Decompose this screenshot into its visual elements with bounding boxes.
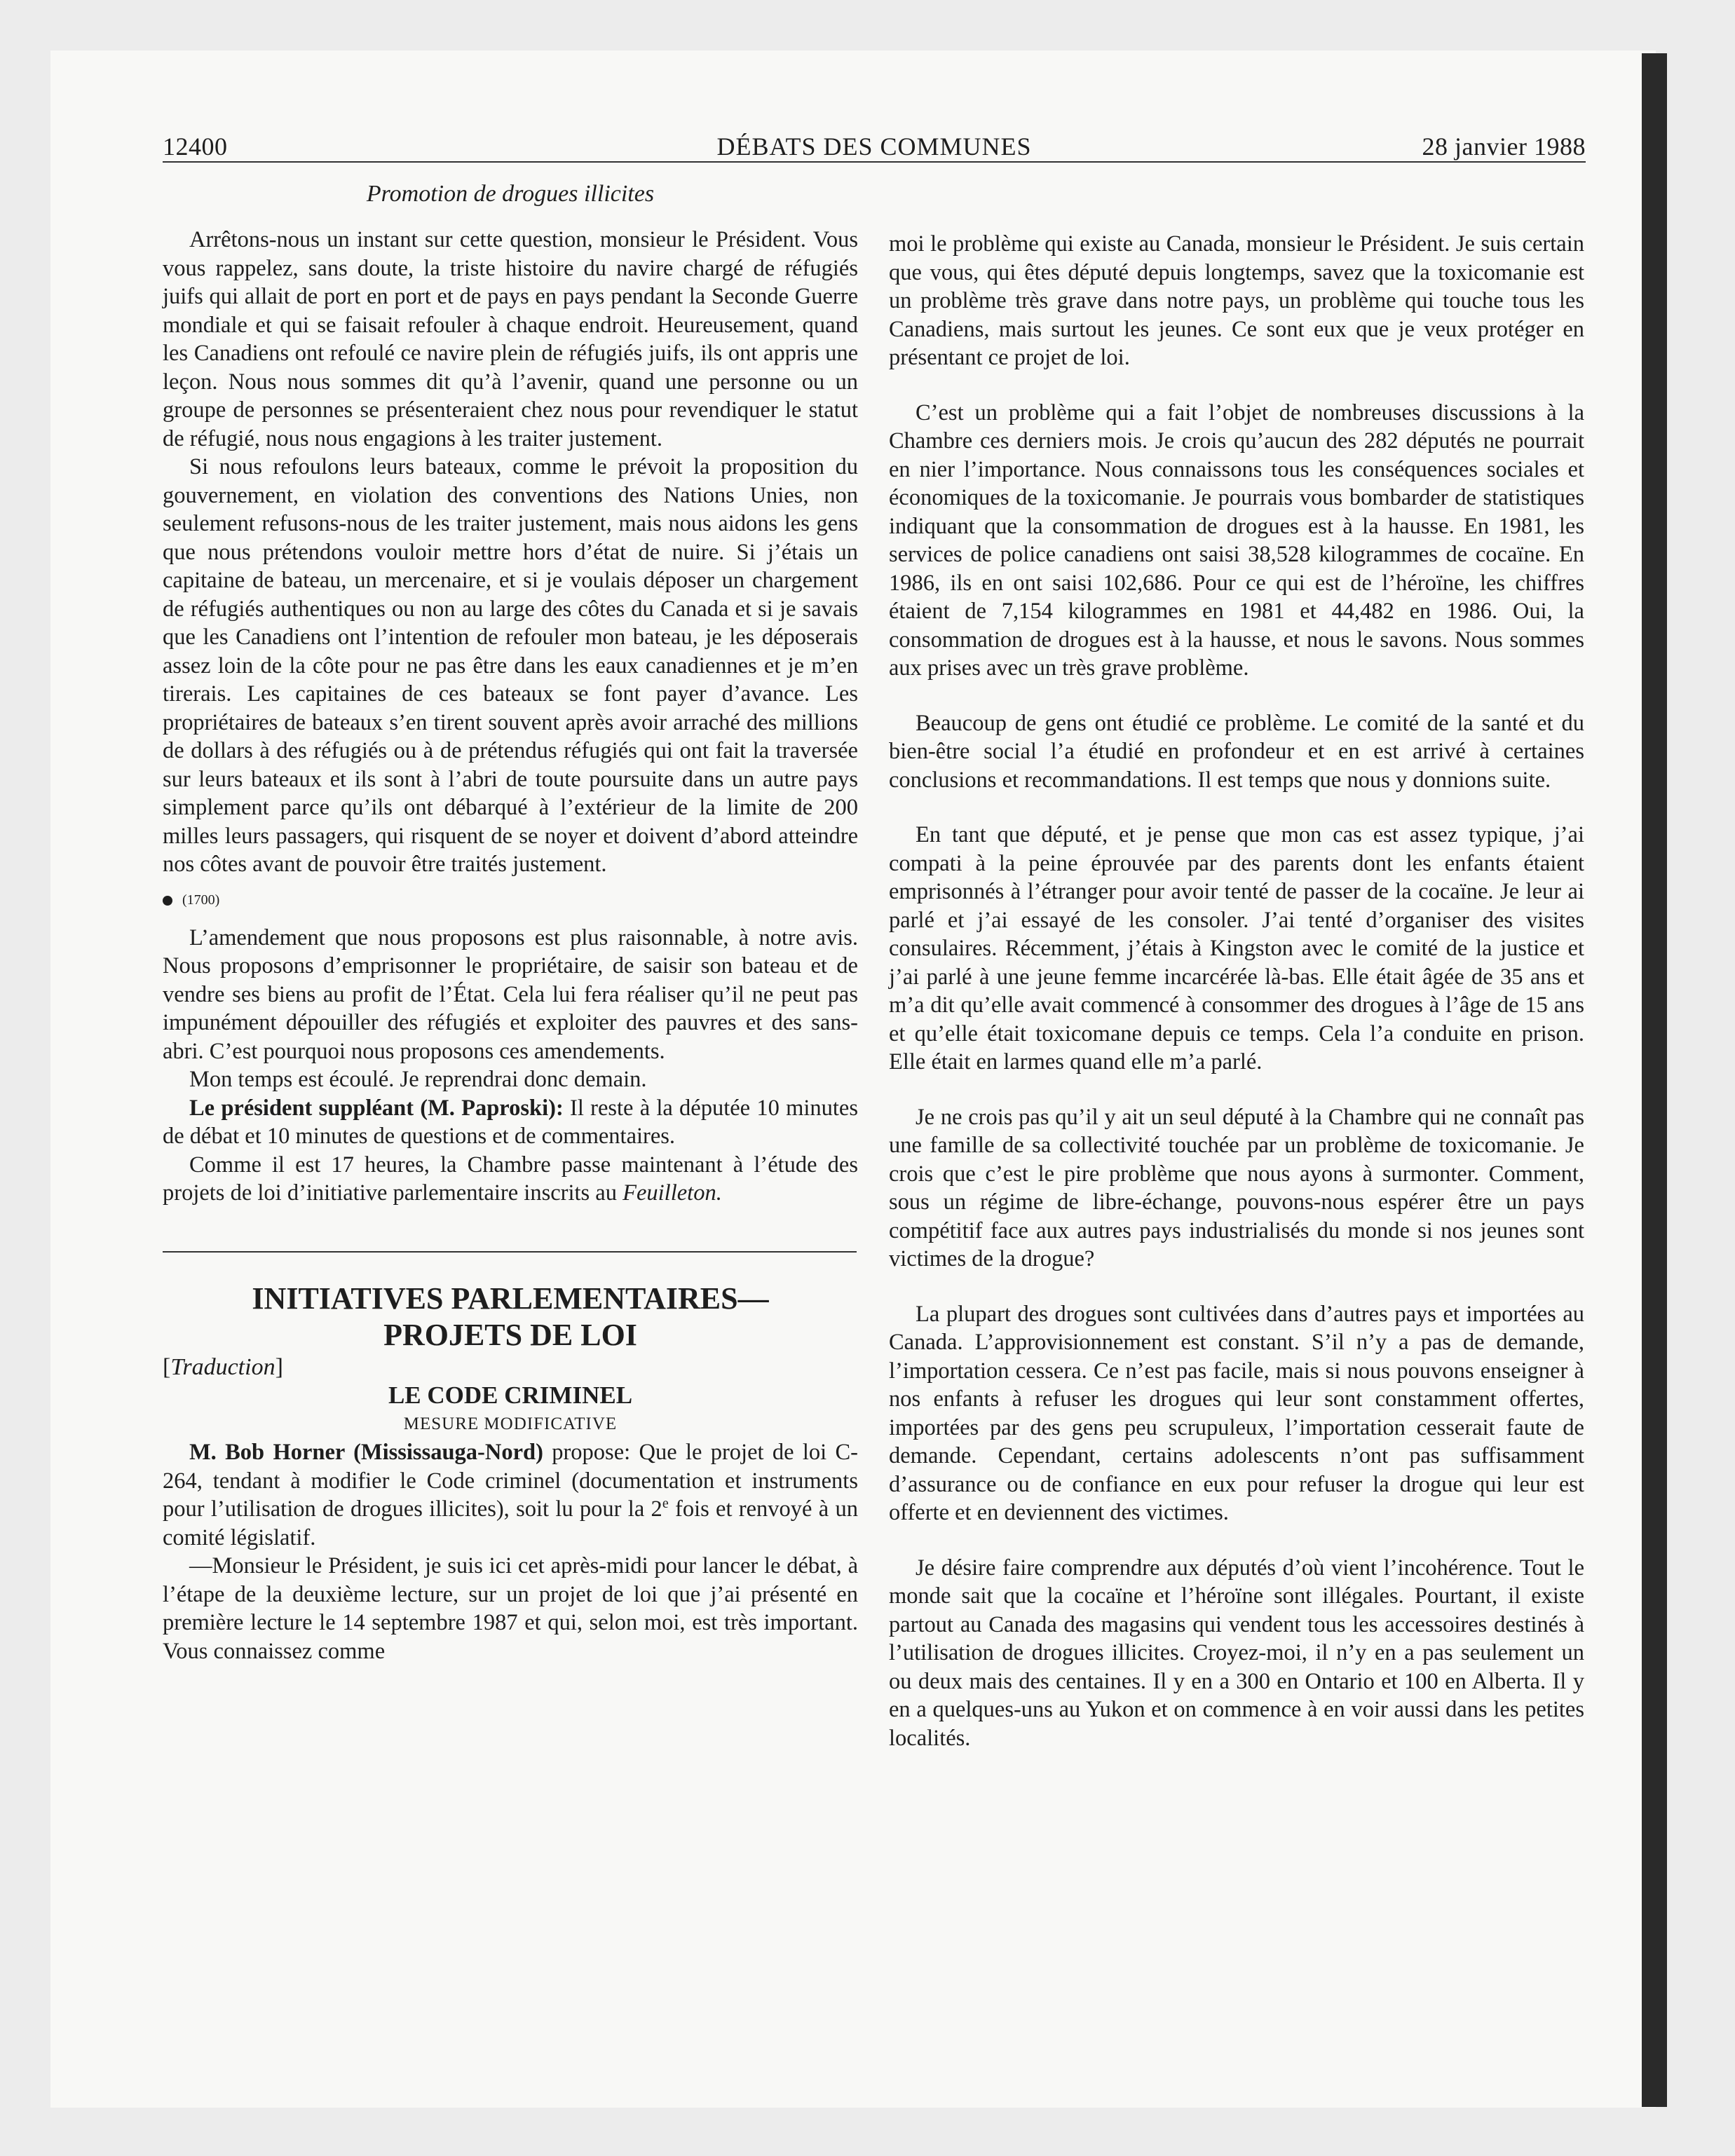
page-header: [163, 125, 1586, 163]
paragraph: [163, 1151, 858, 1208]
measure-label: MESURE MODIFICATIVE: [403, 1414, 618, 1433]
bullet-icon: [163, 896, 172, 906]
time-marker: [163, 886, 858, 914]
paragraph: —Monsieur le Président, je suis ici cet après-midi pour lancer le débat, à l’étape de la deuxième lecture, sur un projet de loi que j’ai présenté en première lecture le 14 septembre 1987 et qui, selon moi, est très important. Vous connaissez comme: [163, 1553, 858, 1664]
paragraph: Beaucoup de gens ont étudié ce problème. Le comité de la santé et du bien-être social l’a étudié en profondeur et en est arrivé à certaines conclusions et recommandations. Il est temps que nous y donnions suite.: [889, 710, 1584, 793]
paragraph: [163, 1438, 858, 1552]
publication-title: DÉBATS DES COMMUNES: [716, 132, 1032, 161]
superscript: e: [662, 1496, 669, 1512]
speech-text: fois et renvoyé à un comité législatif.: [163, 1496, 858, 1550]
italic-text: Feuilleton.: [622, 1180, 722, 1206]
paragraph: En tant que député, et je pense que mon cas est assez typique, j’ai compati à la peine éprouvée par des parents dont les enfants étaient emprisonnés à l’étranger pour avoir tenté de passer de la cocaïne. Je leur ai parlé et j’ai essayé de les consoler. J’ai tenté d’organiser des visites consulaires. Récemment, j’étais à Kingston avec le comité de la justice et j’ai parlé à une jeune femme incarcérée là-bas. Elle était âgée de 35 ans et m’a dit qu’elle avait commencé à consommer des drogues à l’âge de 15 ans et qu’elle était toxicomane depuis ce temps. Cela l’a conduite en prison. Elle était en larmes quand elle m’a parlé.: [889, 822, 1584, 1074]
section-title-line-1: INITIATIVES PARLEMENTAIRES—: [252, 1281, 769, 1316]
paragraph: Mon temps est écoulé. Je reprendrai donc demain.: [189, 1067, 647, 1092]
speech-text: propose: Que le projet de loi C-264, tendant à modifier le Code criminel (documentation et instruments pour l’utilisation de drogues illicites), soit lu pour la 2: [163, 1440, 858, 1522]
speaker-name: M. Bob Horner (Mississauga-Nord): [189, 1440, 543, 1465]
speech-text: Comme il est 17 heures, la Chambre passe maintenant à l’étude des projets de loi d’initiative parlementaire inscrits au: [163, 1152, 858, 1206]
right-column: [889, 230, 1584, 1752]
paragraph: [163, 1094, 858, 1151]
issue-date: 28 janvier 1988: [1422, 132, 1586, 161]
speech-text: Il reste à la députée 10 minutes de débat et 10 minutes de questions et de commentaires.: [163, 1095, 858, 1149]
section-title-line-2: PROJETS DE LOI: [383, 1317, 637, 1352]
paragraph: Si nous refoulons leurs bateaux, comme le prévoit la proposition du gouvernement, en violation des conventions des Nations Unies, non seulement refusons-nous de les traiter justement, mais nous aidons les gens que nous prétendons vouloir mettre hors d’état de nuire. Si j’étais un capitaine de bateau, un mercenaire, et si je voulais déposer un chargement de réfugiés authentiques ou non au large des côtes du Canada et si je savais que les Canadiens ont l’intention de refouler mon bateau, je les déposerais assez loin de la côte pour ne pas être dans les eaux canadiennes et je m’en tirerais. Les capitaines de ces bateaux se font payer d’avance. Les propriétaires de bateaux s’en tirent souvent après avoir arraché des millions de dollars à des réfugiés ou à de prétendus réfugiés qui ont fait la traversée sur leurs bateaux et ils sont à l’abri de toute poursuite dans un autre pays simplement parce qu’ils ont débarqué à l’extérieur de la limite de 200 milles leurs passagers, qui risquent de se noyer et doivent d’abord atteindre nos côtes avant de pouvoir être traités justement.: [163, 454, 858, 877]
translation-note: [Traduction]: [163, 1353, 283, 1380]
paragraph: Arrêtons-nous un instant sur cette question, monsieur le Président. Vous vous rappelez, sans doute, la triste histoire du navire chargé de réfugiés juifs qui allait de port en port et de pays en pays pendant la Seconde Guerre mondiale et qui se faisait refouler à chaque endroit. Heureusement, quand les Canadiens ont refoulé ce navire plein de réfugiés juifs, ils ont appris une leçon. Nous nous sommes dit qu’à l’avenir, quand une personne ou un groupe de personnes se présenteraient chez nous pour revendiquer le statut de réfugié, nous nous engagions à les traiter justement.: [163, 227, 858, 451]
paragraph: Je désire faire comprendre aux députés d’où vient l’incohérence. Tout le monde sait que la cocaïne et l’héroïne sont illégales. Pourtant, il existe partout au Canada des magasins qui vendent tous les accessoires destinés à l’utilisation de drogues illicites. Croyez-moi, il n’y en a pas seulement un ou deux mais des centaines. Il y en a 300 en Ontario et 100 en Alberta. Il y en a quelques-uns au Yukon et on commence à en voir aussi dans les petites localités.: [889, 1555, 1584, 1751]
paragraph: Je ne crois pas qu’il y ait un seul député à la Chambre qui ne connaît pas une famille de sa collectivité touchée par un problème de toxicomanie. Je crois que c’est le pire problème que nous ayons à surmonter. Comment, sous un régime de libre-échange, pouvons-nous espérer être un pays compétitif face aux autres pays industrialisés du monde si nos jeunes sont victimes de la drogue?: [889, 1104, 1584, 1271]
scan-edge-bar: [1642, 53, 1667, 2107]
section-divider: [163, 1251, 857, 1253]
paragraph: L’amendement que nous proposons est plus raisonnable, à notre avis. Nous proposons d’emprisonner le propriétaire, de saisir son bateau et de vendre ses biens au profit de l’État. Cela lui fera réaliser qu’il ne peut pas impunément dépouiller des réfugiés et exploiter des pauvres et des sans-abri. C’est pourquoi nous proposons ces amendements.: [163, 925, 858, 1064]
section-title: [163, 1281, 858, 1353]
speaker-name: Le président suppléant (M. Paproski):: [189, 1095, 564, 1121]
translation-label: Traduction: [170, 1353, 275, 1380]
left-column: [163, 226, 858, 1665]
bill-title: LE CODE CRIMINEL: [388, 1381, 633, 1409]
paragraph: moi le problème qui existe au Canada, monsieur le Président. Je suis certain que vous, qui êtes député depuis longtemps, savez que la toxicomanie est un problème très grave dans notre pays, un problème qui touche tous les Canadiens, mais surtout les jeunes. Ce sont eux que je veux protéger en présentant ce projet de loi.: [889, 231, 1584, 370]
page-number: 12400: [163, 132, 228, 161]
paragraph: C’est un problème qui a fait l’objet de nombreuses discussions à la Chambre ces derniers mois. Je crois qu’aucun des 282 députés ne pourrait en nier l’importance. Nous connaissons tous les conséquences sociales et économiques de la toxicomanie. Je pourrais vous bombarder de statistiques indiquant que la consommation de drogues est à la hausse. En 1981, les services de police canadiens ont saisi 38,528 kilogrammes de cocaïne. En 1986, ils en ont saisi 102,686. Pour ce qui est de l’héroïne, les chiffres étaient de 7,154 kilogrammes en 1981 et 44,482 en 1986. Oui, la consommation de drogues est à la hausse, et nous le savons. Nous sommes aux prises avec un très grave problème.: [889, 400, 1584, 681]
time-marker-text: (1700): [182, 892, 220, 908]
paragraph: La plupart des drogues sont cultivées dans d’autres pays et importées au Canada. L’approvisionnement est constant. S’il n’y a pas de demande, l’importation cessera. Ce n’est pas facile, mais si nous pouvons enseigner à nos enfants à refuser les drogues qui leur sont constamment offertes, importées par des gens peu scrupuleux, l’importation cesserait faute de demande. Cependant, certains adolescents n’ont pas suffisamment d’assurance ou de confiance en eux pour refuser la drogue qui leur est offerte et en deviennent des victimes.: [889, 1301, 1584, 1525]
running-head: Promotion de drogues illicites: [366, 181, 655, 207]
